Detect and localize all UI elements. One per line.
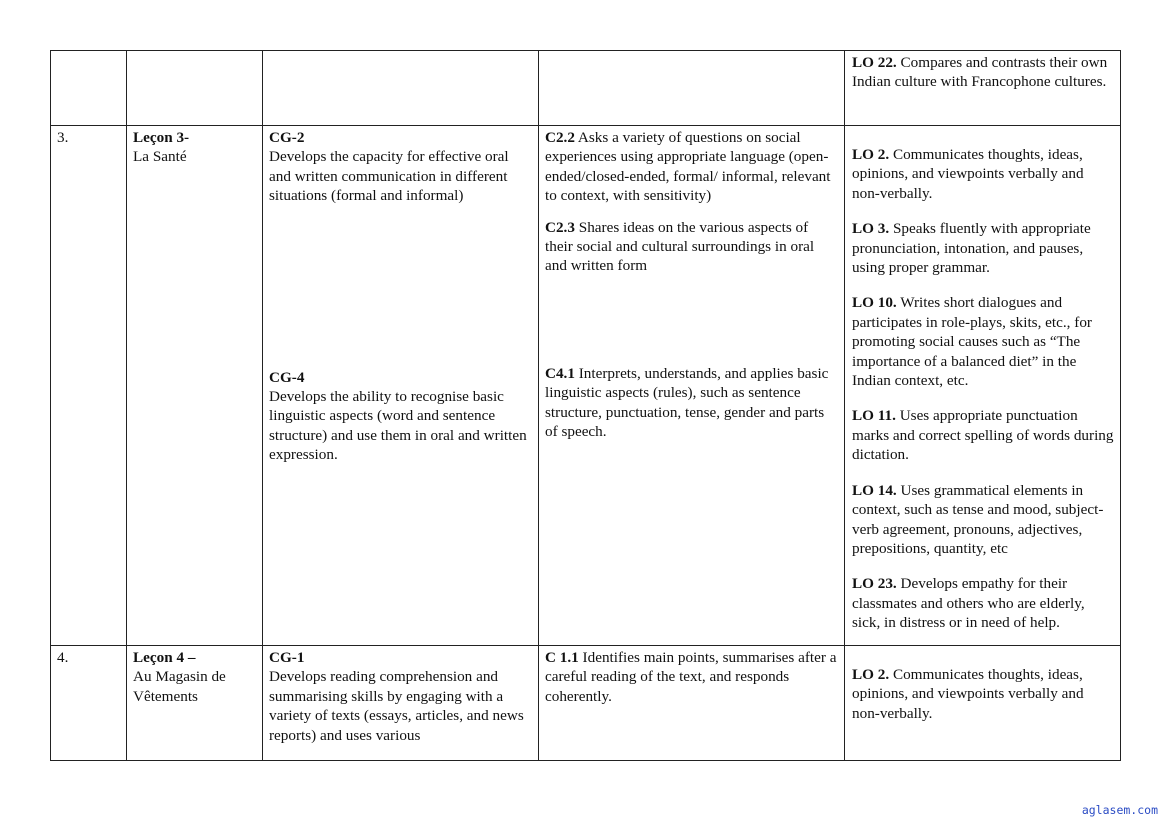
watermark-text: aglasem.com: [1081, 803, 1158, 817]
lesson-title: Leçon 4 –: [133, 649, 196, 666]
learning-outcome-cell: [845, 51, 1121, 126]
learning-outcome-code: LO 2.: [852, 666, 890, 683]
learning-outcome-item: [852, 53, 1114, 92]
learning-outcome-text: Uses grammatical elements in context, such as tense and mood, subject-verb agreement, pronouns, adjectives, prepositions, quantity, etc: [852, 481, 1104, 557]
learning-outcome-code: LO 11.: [852, 407, 896, 425]
lesson-subtitle: Au Magasin de Vêtements: [133, 668, 226, 705]
learning-outcome-code: LO 23.: [852, 575, 897, 593]
learning-outcome-code: LO 14.: [852, 481, 897, 499]
learning-outcome-code: LO 22.: [852, 54, 897, 71]
spacer: [545, 206, 838, 218]
learning-outcome-item: [852, 481, 1114, 559]
learning-outcome-item: [852, 145, 1114, 203]
competency-code: C4.1: [545, 364, 575, 382]
table-row: [51, 646, 1121, 761]
learning-outcome-item: [852, 406, 1114, 464]
learning-outcome-code: LO 3.: [852, 220, 890, 238]
spacer: [545, 276, 838, 364]
curricular-goal-code: CG-1: [269, 649, 305, 666]
curricular-goal-text: Develops the ability to recognise basic linguistic aspects (word and sentence structure) and use them in oral and written expression.: [269, 388, 527, 464]
table-row: [51, 126, 1121, 646]
learning-outcome-item: [852, 219, 1114, 277]
learning-outcome-item: [852, 293, 1114, 390]
competency-cell: [539, 51, 845, 126]
learning-outcome-text: Communicates thoughts, ideas, opinions, and viewpoints verbally and non-verbally.: [852, 146, 1084, 202]
competency-item: [545, 364, 838, 442]
serial-cell: [51, 126, 127, 646]
table-row: [51, 51, 1121, 126]
curricular-goal-item: [269, 648, 532, 745]
lesson-cell: [127, 51, 263, 126]
competency-code: C2.3: [545, 218, 575, 236]
competency-code: C 1.1: [545, 649, 579, 666]
competency-cell: [539, 126, 845, 646]
competency-text: Shares ideas on the various aspects of their social and cultural surroundings in oral and written form: [545, 218, 815, 275]
learning-outcome-text: Writes short dialogues and participates in role-plays, skits, etc., for promoting social causes such as “The importance of a balanced diet” in the Indian context, etc.: [852, 294, 1092, 390]
lesson-title: Leçon 3-: [133, 129, 190, 146]
competency-item: [545, 218, 838, 276]
serial-cell: [51, 51, 127, 126]
curricular-goal-cell: [263, 646, 539, 761]
learning-outcome-code: LO 2.: [852, 146, 890, 163]
curriculum-table: [50, 50, 1121, 761]
competency-text: Interprets, understands, and applies basic linguistic aspects (rules), such as sentence structure, punctuation, tense, gender and parts of speech.: [545, 364, 829, 441]
learning-outcome-text: Speaks fluently with appropriate pronunciation, intonation, and pauses, using proper grammar.: [852, 220, 1091, 277]
competency-text: Asks a variety of questions on social experiences using appropriate language (open-ended/closed-ended, formal/ informal, relevant to context, with sensitivity): [545, 129, 831, 205]
spacer: [269, 206, 532, 368]
learning-outcome-item: [852, 574, 1114, 632]
curricular-goal-code: CG-4: [269, 368, 305, 386]
curricular-goal-cell: [263, 51, 539, 126]
curricular-goal-cell: [263, 126, 539, 646]
learning-outcome-text: Compares and contrasts their own Indian culture with Francophone cultures.: [852, 54, 1108, 91]
lesson-subtitle: La Santé: [133, 148, 187, 166]
serial-number: 3.: [57, 129, 69, 146]
lesson-cell: [127, 646, 263, 761]
curricular-goal-text: Develops reading comprehension and summarising skills by engaging with a variety of texts (essays, articles, and news reports) and uses various: [269, 668, 524, 744]
competency-cell: [539, 646, 845, 761]
serial-number: 4.: [57, 649, 69, 666]
learning-outcome-code: LO 10.: [852, 294, 897, 312]
serial-cell: [51, 646, 127, 761]
competency-code: C2.2: [545, 129, 575, 146]
learning-outcome-item: [852, 665, 1114, 723]
learning-outcome-text: Uses appropriate punctuation marks and correct spelling of words during dictation.: [852, 407, 1114, 464]
lesson-cell: [127, 126, 263, 646]
curricular-goal-item: [269, 128, 532, 206]
learning-outcome-text: Develops empathy for their classmates and others who are elderly, sick, in distress or in need of help.: [852, 575, 1085, 632]
competency-text: Identifies main points, summarises after a careful reading of the text, and responds coherently.: [545, 649, 837, 705]
curricular-goal-item: [269, 368, 532, 465]
competency-item: [545, 648, 838, 706]
competency-item: [545, 128, 838, 206]
learning-outcome-cell: [845, 646, 1121, 761]
curricular-goal-code: CG-2: [269, 129, 305, 146]
curricular-goal-text: Develops the capacity for effective oral and written communication in different situations (formal and informal): [269, 148, 509, 205]
learning-outcome-text: Communicates thoughts, ideas, opinions, and viewpoints verbally and non-verbally.: [852, 666, 1084, 722]
learning-outcome-cell: [845, 126, 1121, 646]
